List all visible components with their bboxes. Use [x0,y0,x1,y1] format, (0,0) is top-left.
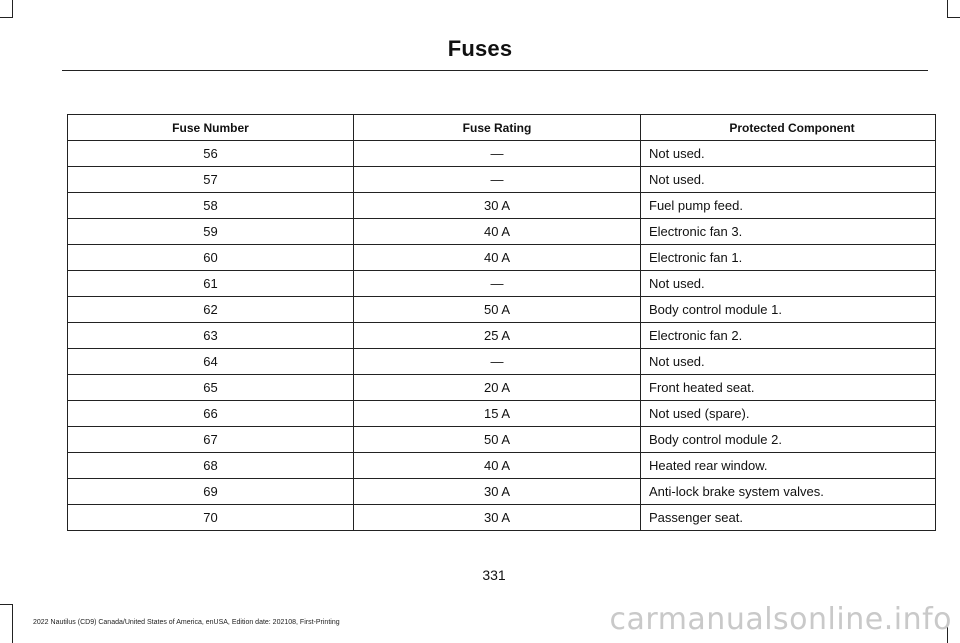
fuse-rating-cell: 50 A [354,427,641,453]
header-divider [62,70,928,71]
protected-component-cell: Heated rear window. [641,453,936,479]
crop-mark [12,604,13,643]
fuse-number-cell: 61 [68,271,354,297]
crop-mark [0,604,12,605]
fuse-rating-cell: — [354,271,641,297]
fuse-rating-cell: — [354,167,641,193]
crop-mark [947,0,948,18]
table-row [68,401,936,427]
protected-component-cell: Not used. [641,271,936,297]
fuse-rating-cell: 40 A [354,245,641,271]
fuse-number-cell: 59 [68,219,354,245]
crop-mark [0,17,12,18]
edition-footer: 2022 Nautilus (CD9) Canada/United States of America, enUSA, Edition date: 202108, First-Printing [33,619,340,626]
protected-component-cell: Passenger seat. [641,505,936,531]
fuse-rating-cell: — [354,141,641,167]
protected-component-cell: Body control module 1. [641,297,936,323]
watermark: carmanualsonline.info [609,602,952,637]
fuse-number-cell: 66 [68,401,354,427]
fuse-rating-cell: 40 A [354,219,641,245]
fuse-rating-cell: 50 A [354,297,641,323]
fuse-number-cell: 60 [68,245,354,271]
fuse-rating-cell: — [354,349,641,375]
protected-component-cell: Fuel pump feed. [641,193,936,219]
page-title: Fuses [447,36,513,61]
crop-mark [947,17,960,18]
table-row [68,349,936,375]
table-row [68,505,936,531]
page-number: 331 [482,567,506,583]
protected-component-cell: Not used. [641,167,936,193]
fuse-rating-cell: 30 A [354,193,641,219]
crop-mark [12,0,13,18]
fuse-number-cell: 58 [68,193,354,219]
fuse-number-cell: 63 [68,323,354,349]
table-row [68,167,936,193]
table-row [68,219,936,245]
fuse-number-cell: 64 [68,349,354,375]
table-row [68,141,936,167]
fuse-number-cell: 68 [68,453,354,479]
table-row [68,479,936,505]
table-row [68,427,936,453]
column-header-protected-component: Protected Component [641,115,936,141]
protected-component-cell: Anti-lock brake system valves. [641,479,936,505]
table-row [68,323,936,349]
protected-component-cell: Not used (spare). [641,401,936,427]
fuse-rating-cell: 25 A [354,323,641,349]
table-row [68,245,936,271]
protected-component-cell: Electronic fan 3. [641,219,936,245]
table-row [68,193,936,219]
protected-component-cell: Not used. [641,141,936,167]
table-header-row [68,115,936,141]
fuse-number-cell: 62 [68,297,354,323]
table-row [68,297,936,323]
table-body [68,141,936,531]
fuse-table [67,114,936,531]
table-row [68,271,936,297]
protected-component-cell: Front heated seat. [641,375,936,401]
table-row [68,453,936,479]
fuse-number-cell: 70 [68,505,354,531]
fuse-number-cell: 67 [68,427,354,453]
fuse-rating-cell: 30 A [354,505,641,531]
fuse-rating-cell: 40 A [354,453,641,479]
fuse-number-cell: 69 [68,479,354,505]
fuse-rating-cell: 15 A [354,401,641,427]
protected-component-cell: Not used. [641,349,936,375]
fuse-number-cell: 65 [68,375,354,401]
column-header-fuse-number: Fuse Number [68,115,354,141]
fuse-number-cell: 56 [68,141,354,167]
protected-component-cell: Electronic fan 1. [641,245,936,271]
protected-component-cell: Body control module 2. [641,427,936,453]
protected-component-cell: Electronic fan 2. [641,323,936,349]
table-row [68,375,936,401]
fuse-rating-cell: 20 A [354,375,641,401]
fuse-number-cell: 57 [68,167,354,193]
fuse-rating-cell: 30 A [354,479,641,505]
column-header-fuse-rating: Fuse Rating [354,115,641,141]
